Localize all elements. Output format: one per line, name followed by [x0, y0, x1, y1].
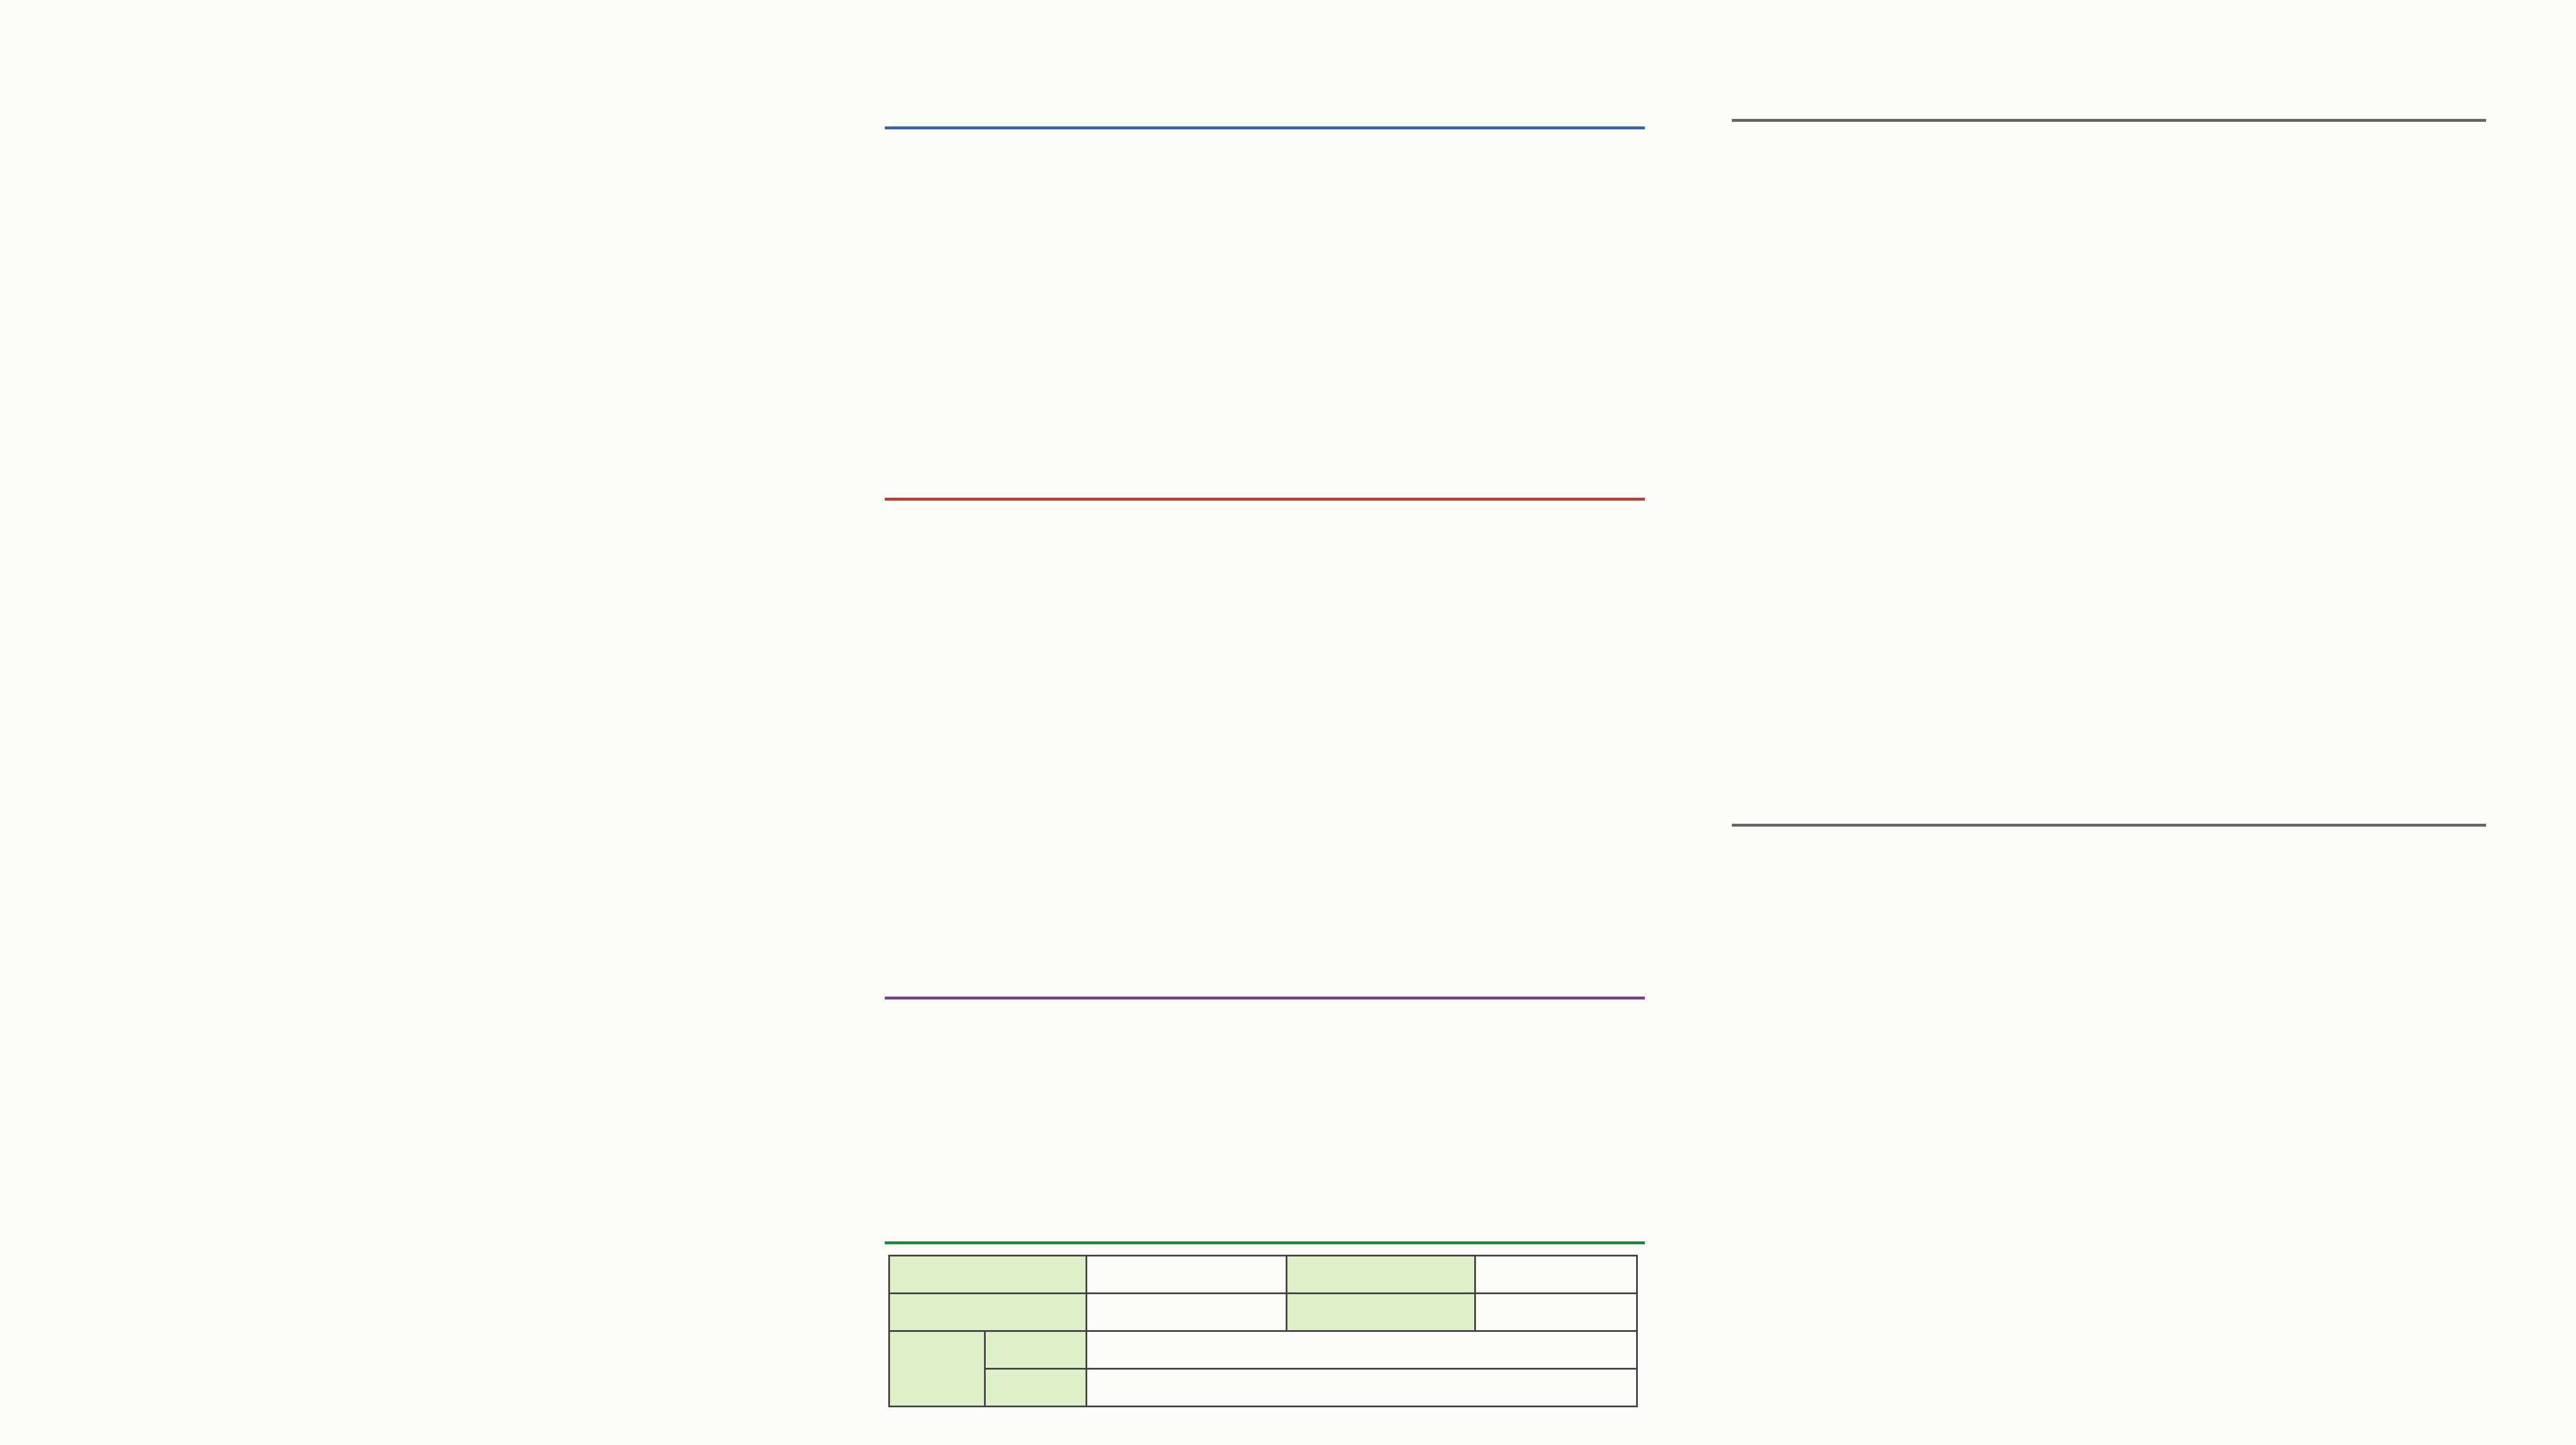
roster-label: [1287, 1294, 1475, 1331]
roster-value: [1475, 1294, 1637, 1331]
services-column: [885, 0, 1645, 1445]
news-column: [1732, 0, 2509, 1445]
guide-members: [1087, 1331, 1637, 1369]
sunday-worship-column: [58, 0, 801, 1445]
roster-label: [1287, 1256, 1475, 1294]
wednesday-divider: [885, 498, 1645, 501]
roster-value: [1475, 1256, 1637, 1294]
roster-label: [889, 1294, 1087, 1331]
roster-month: [889, 1331, 985, 1407]
news-divider: [1732, 119, 2486, 122]
offering-committee-members: [1087, 1369, 1637, 1407]
guide-label: [985, 1331, 1087, 1369]
afternoon-divider: [885, 126, 1645, 129]
offerings-divider: [1732, 824, 2486, 827]
dawn-divider: [885, 997, 1645, 999]
next-week-divider: [885, 1241, 1645, 1244]
service-roster-table: [888, 1255, 1638, 1407]
roster-value: [1087, 1256, 1287, 1294]
offering-committee-label: [985, 1369, 1087, 1407]
roster-value: [1087, 1294, 1287, 1331]
roster-label: [889, 1256, 1087, 1294]
